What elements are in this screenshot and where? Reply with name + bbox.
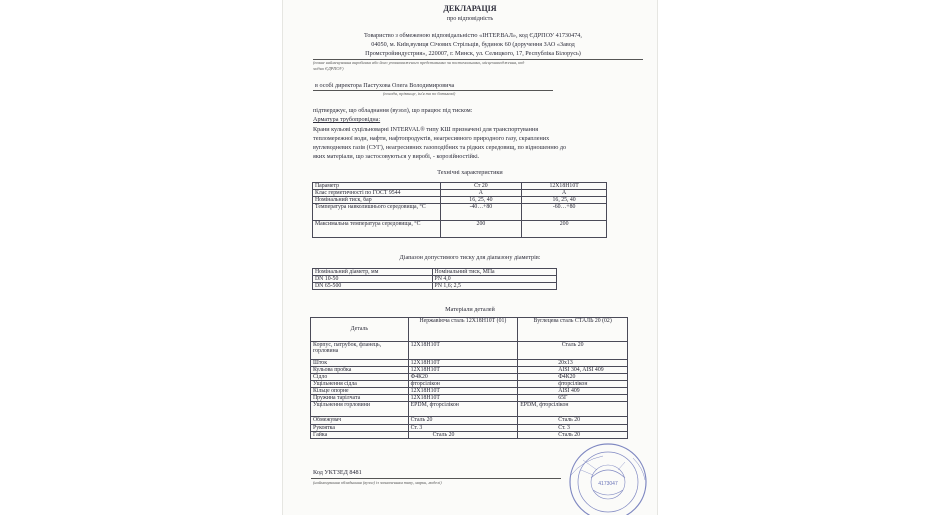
range-cell: DN 65-500 — [313, 283, 433, 290]
materials-cell: Пружина тарілчата — [311, 395, 409, 402]
materials-cell: Обмежувач — [311, 417, 409, 424]
tech-header-12x18: 12Х18Н10Т — [522, 183, 607, 190]
note-equipment: (найменування обладнання (вузол) із зазначенням типу, марки, моделі) — [313, 480, 442, 485]
table-row — [313, 269, 557, 276]
table-row — [311, 402, 628, 417]
doc-title: ДЕКЛАРАЦІЯ — [443, 4, 497, 13]
tech-table — [312, 182, 607, 238]
materials-cell: Ф4К20 — [518, 374, 628, 381]
company-line-1: Товариство з обмеженою відповідальністю «ІНТЕР.ВАЛ», код ЄДРПОУ 41730474, — [364, 32, 582, 39]
materials-cell: 12Х18Н10Т — [408, 395, 518, 402]
customs-code: Код УКТЗЕД 8481 — [313, 469, 362, 476]
code-underline — [311, 478, 561, 479]
materials-cell: Гайка — [311, 431, 409, 438]
materials-cell: фторсілікон — [408, 381, 518, 388]
equipment-name: Арматура трубопровідна: — [313, 116, 381, 123]
tech-cell: А — [440, 190, 522, 197]
tech-cell: 200 — [440, 221, 522, 238]
table-row — [311, 381, 628, 388]
desc-line-3: вуглеводневих газів (СУГ), неагресивних газоподібних та рідких середовищ, по відношенню до — [313, 144, 567, 151]
materials-cell: Сталь 20 — [518, 431, 628, 438]
table-row — [313, 276, 557, 283]
range-header-diameter: Номінальний діаметр, мм — [313, 269, 433, 276]
materials-cell: Шток — [311, 360, 409, 367]
tech-title: Технічні характеристики — [437, 169, 503, 176]
tech-cell: 16, 25, 40 — [522, 197, 607, 204]
table-row — [311, 424, 628, 431]
note-manufacturer-2: згідно ЄДРПОУ) — [313, 66, 344, 71]
note-person: (посада, прізвище, ім'я та по батькові) — [383, 91, 456, 96]
person-line: в особі директора Пастухова Олега Володимировича — [315, 82, 455, 89]
tech-cell: 200 — [522, 221, 607, 238]
confirms-line: підтверджує, що обладнання (вузол), що працює під тиском: — [313, 107, 473, 114]
materials-cell: Ф4К20 — [408, 374, 518, 381]
table-row — [311, 342, 628, 360]
materials-cell: EPDM, фторсілікон — [408, 402, 518, 417]
tech-cell: -60…+80 — [522, 204, 607, 221]
materials-cell: Рукоятка — [311, 424, 409, 431]
stamp-seal-icon — [563, 440, 649, 515]
table-row — [311, 431, 628, 438]
table-row — [311, 417, 628, 424]
desc-line-1: Крани кульові суцільноварні INTERVAL® типу КШ призначені для транспортування — [313, 126, 539, 133]
company-line-2: 04050, м. Київ,вулиця Січових Стрільців, будинок 60 (доручення ЗАО «Завод — [371, 41, 575, 48]
tech-cell: Номінальний тиск, бар — [313, 197, 441, 204]
materials-cell: Сталь 20 — [518, 417, 628, 424]
materials-cell: 65Г — [518, 395, 628, 402]
materials-cell: 12Х18Н10Т — [408, 388, 518, 395]
materials-cell: Корпус, патрубок, фланець, горловина — [311, 342, 409, 360]
range-title: Діапазон допустимого тиску для діапазону діаметрів: — [399, 254, 541, 261]
materials-cell: Ущільнення горловини — [311, 402, 409, 417]
materials-cell: Кільце опорне — [311, 388, 409, 395]
table-row — [311, 367, 628, 374]
tech-cell: Максимальна температура середовища, °С — [313, 221, 441, 238]
doc-subtitle: про відповідність — [446, 15, 494, 22]
range-cell: PN 4,0 — [432, 276, 557, 283]
tech-cell: -40…+80 — [440, 204, 522, 221]
materials-header-row — [311, 318, 628, 342]
materials-cell: Ст. 3 — [408, 424, 518, 431]
stamp-code: 4173047 — [598, 481, 618, 487]
desc-line-4: яких матеріали, що застосовуються у виробі, - корозійностійкі. — [313, 153, 480, 160]
company-line-3: Промстройиндустрия», 220007, г. Минск, ул. Селицкого, 17, Республіка Білорусь) — [365, 50, 581, 57]
materials-header-stainless: Нержавіюча сталь 12Х18Н10Т (01) — [408, 318, 518, 342]
materials-cell: AISI 409 — [518, 388, 628, 395]
table-row — [311, 374, 628, 381]
table-row — [311, 395, 628, 402]
table-row — [311, 360, 628, 367]
materials-cell: Сталь 20 — [518, 342, 628, 360]
materials-cell: EPDM, фторсілікон — [518, 402, 628, 417]
materials-cell: Сідло — [311, 374, 409, 381]
materials-cell: 12Х18Н10Т — [408, 367, 518, 374]
desc-line-2: тепломережної води, нафти, нафтопродуктів, неагресивного природного газу, скраплених — [313, 135, 550, 142]
range-header-pressure: Номінальний тиск, МПа — [432, 269, 557, 276]
range-table — [312, 268, 557, 290]
materials-cell: Ст. 3 — [518, 424, 628, 431]
table-row — [311, 388, 628, 395]
tech-cell: Температура навколишнього середовища, °С — [313, 204, 441, 221]
materials-table — [310, 317, 628, 439]
range-cell: DN 10-50 — [313, 276, 433, 283]
tech-cell: Клас герметичності по ГОСТ 9544 — [313, 190, 441, 197]
range-cell: PN 1,6; 2,5 — [432, 283, 557, 290]
table-row — [313, 190, 607, 197]
materials-cell: Сталь 20 — [408, 417, 518, 424]
tech-cell: 16, 25, 40 — [440, 197, 522, 204]
company-stamp — [563, 440, 649, 515]
declaration-page — [283, 0, 657, 515]
materials-cell: Ущільнення сідла — [311, 381, 409, 388]
table-row — [313, 221, 607, 238]
materials-cell: фторсілікон — [518, 381, 628, 388]
tech-header-row — [313, 183, 607, 190]
tech-header-param: Параметр — [313, 183, 441, 190]
table-row — [313, 204, 607, 221]
materials-cell: 12Х18Н10Т — [408, 360, 518, 367]
materials-cell: AISI 304, AISI 409 — [518, 367, 628, 374]
materials-cell: Сталь 20 — [408, 431, 518, 438]
materials-cell: 20х13 — [518, 360, 628, 367]
materials-title: Матеріали деталей — [445, 306, 495, 313]
note-manufacturer-1: (повне найменування виробника або його уповноваженого представника чи постачальника, місцезнаходження, код — [313, 60, 525, 65]
materials-cell: Кульова пробка — [311, 367, 409, 374]
materials-header-part: Деталь — [311, 318, 409, 342]
materials-cell: 12Х18Н10Т — [408, 342, 518, 360]
table-row — [313, 197, 607, 204]
table-row — [313, 283, 557, 290]
materials-header-carbon: Вуглецева сталь СТАЛЬ 20 (02) — [518, 318, 628, 342]
tech-cell: А — [522, 190, 607, 197]
tech-header-st20: Ст 20 — [440, 183, 522, 190]
